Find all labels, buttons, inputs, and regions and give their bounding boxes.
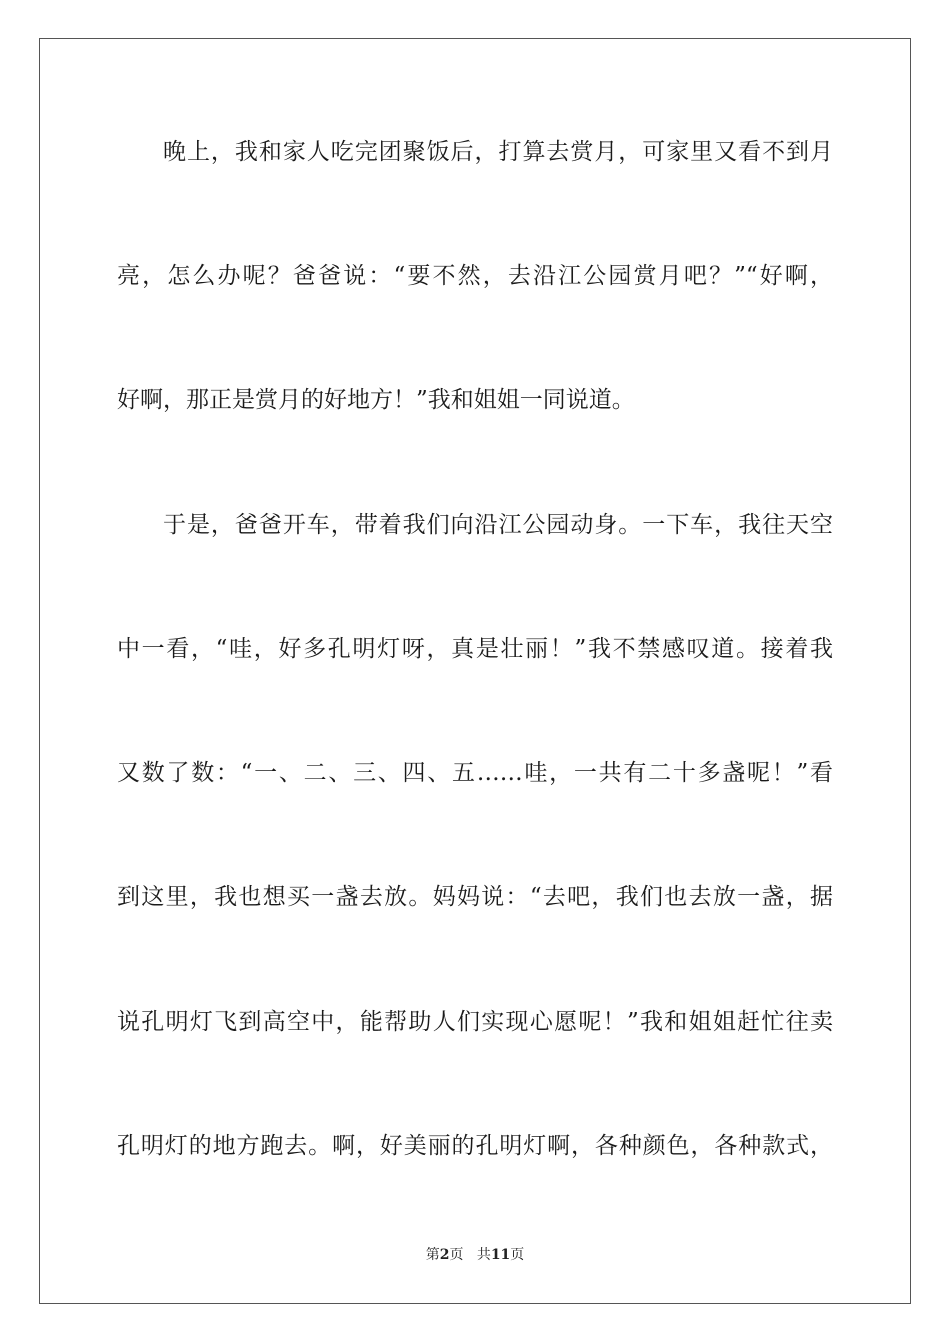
- text-line-2: 亮，怎么办呢？爸爸说：“要不然，去沿江公园赏月吧？”“好啊，: [117, 263, 833, 289]
- page-prefix: 第: [425, 1247, 440, 1263]
- text-line-3: 好啊，那正是赏月的好地方！”我和姐姐一同说道。: [117, 387, 635, 413]
- total-suffix: 页: [510, 1247, 525, 1263]
- total-prefix: 共: [476, 1247, 491, 1263]
- page-frame: [39, 38, 911, 1304]
- text-line-4: 于是，爸爸开车，带着我们向沿江公园动身。一下车，我往天空: [163, 512, 833, 538]
- page-number: 2: [439, 1247, 450, 1263]
- page-suffix: 页: [449, 1247, 464, 1263]
- text-line-6: 又数了数：“一、二、三、四、五……哇，一共有二十多盏呢！”看: [117, 760, 833, 786]
- text-line-7: 到这里，我也想买一盏去放。妈妈说：“去吧，我们也去放一盏，据: [117, 884, 833, 910]
- text-line-1: 晚上，我和家人吃完团聚饭后，打算去赏月，可家里又看不到月: [163, 139, 833, 165]
- text-line-5: 中一看，“哇，好多孔明灯呀，真是壮丽！”我不禁感叹道。接着我: [117, 636, 833, 662]
- text-line-9: 孔明灯的地方跑去。啊，好美丽的孔明灯啊，各种颜色，各种款式，: [117, 1133, 833, 1159]
- total-pages: 11: [490, 1247, 511, 1263]
- page-footer: [0, 1245, 950, 1265]
- text-line-8: 说孔明灯飞到高空中，能帮助人们实现心愿呢！”我和姐姐赶忙往卖: [117, 1009, 833, 1035]
